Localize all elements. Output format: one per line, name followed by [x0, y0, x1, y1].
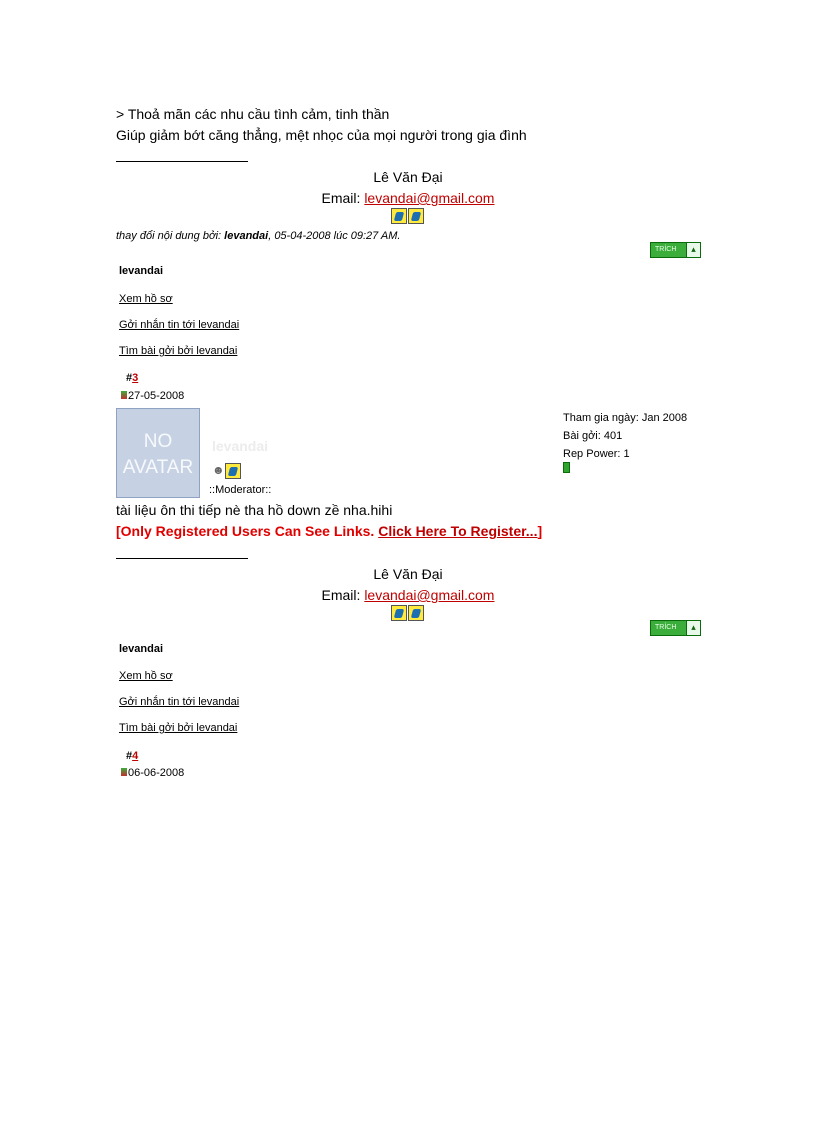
signature-name: Lê Văn Đại — [373, 566, 443, 582]
email-label: Email: — [321, 190, 365, 206]
edit-note — [116, 230, 401, 242]
avatar[interactable] — [116, 408, 200, 498]
edit-note-prefix: thay đổi nội dung bởi: — [116, 230, 225, 242]
user-menu-username: levandai — [119, 643, 164, 655]
user-status-icons — [212, 463, 242, 479]
post-date-text: 27-05-2008 — [128, 390, 185, 402]
post-number — [126, 372, 138, 384]
offline-icon: ☻ — [212, 463, 225, 477]
post-status-icon — [121, 768, 127, 776]
intro-line-1: > Thoả mãn các nhu cầu tình cảm, tinh thần — [116, 106, 390, 122]
reputation-icon — [563, 462, 570, 473]
post-username[interactable]: levandai — [212, 438, 269, 454]
post-count: Bài gởi: 401 — [563, 430, 623, 442]
signature-divider — [116, 161, 248, 162]
quote-button[interactable] — [650, 242, 701, 258]
locked-text: [Only Registered Users Can See Links. — [116, 523, 379, 539]
quote-arrow-icon: ▴ — [686, 243, 700, 257]
quote-button-label: TRÍCH — [655, 624, 677, 631]
intro-line-2: Giúp giảm bớt căng thẳng, mệt nhọc của mọi người trong gia đình — [116, 127, 527, 143]
post-number — [126, 750, 138, 762]
messenger-icon[interactable] — [225, 463, 241, 479]
quote-button-label: TRÍCH — [655, 246, 677, 253]
view-profile-link[interactable]: Xem hồ sơ — [119, 293, 173, 305]
user-menu-username: levandai — [119, 265, 164, 277]
post-hash: # — [126, 750, 133, 762]
post-permalink[interactable]: 3 — [132, 372, 139, 384]
edit-note-suffix: , 05-04-2008 lúc 09:27 AM. — [268, 230, 401, 242]
post-permalink[interactable]: 4 — [132, 750, 139, 762]
rep-power: Rep Power: 1 — [563, 448, 630, 460]
signature-email-line — [116, 587, 700, 603]
email-label: Email: — [321, 587, 365, 603]
find-posts-link[interactable]: Tìm bài gởi bởi levandai — [119, 345, 238, 357]
email-link[interactable]: levandai@gmail.com — [364, 190, 495, 206]
send-message-link[interactable]: Gởi nhắn tin tới levandai — [119, 696, 240, 708]
post-status-icon — [121, 391, 127, 399]
view-profile-link[interactable]: Xem hồ sơ — [119, 670, 173, 682]
send-message-link[interactable]: Gởi nhắn tin tới levandai — [119, 319, 240, 331]
signature-name: Lê Văn Đại — [373, 169, 443, 185]
quote-button[interactable] — [650, 620, 701, 636]
signature-divider — [116, 558, 248, 559]
post-date — [121, 767, 184, 779]
join-date: Tham gia ngày: Jan 2008 — [563, 412, 688, 424]
quote-arrow-icon: ▴ — [686, 621, 700, 635]
messenger-icon[interactable] — [408, 605, 424, 621]
locked-links-notice — [116, 523, 542, 539]
messenger-icon[interactable] — [408, 208, 424, 224]
post-body: tài liệu ôn thi tiếp nè tha hồ down zề nha.hihi — [116, 502, 393, 518]
messenger-icon[interactable] — [391, 605, 407, 621]
email-link[interactable]: levandai@gmail.com — [364, 587, 495, 603]
user-rank: ::Moderator:: — [209, 484, 272, 496]
locked-end: ] — [537, 523, 543, 539]
edit-note-user: levandai — [224, 230, 269, 242]
signature-icons — [116, 605, 700, 621]
signature-email-line — [116, 190, 700, 206]
post-hash: # — [126, 372, 133, 384]
post-date-text: 06-06-2008 — [128, 767, 185, 779]
signature-icons — [116, 208, 700, 224]
avatar-text-1: NO — [143, 431, 173, 452]
register-link[interactable]: Click Here To Register... — [378, 523, 538, 539]
avatar-text-2: AVATAR — [122, 457, 194, 478]
messenger-icon[interactable] — [391, 208, 407, 224]
post-date — [121, 390, 184, 402]
find-posts-link[interactable]: Tìm bài gởi bởi levandai — [119, 722, 238, 734]
